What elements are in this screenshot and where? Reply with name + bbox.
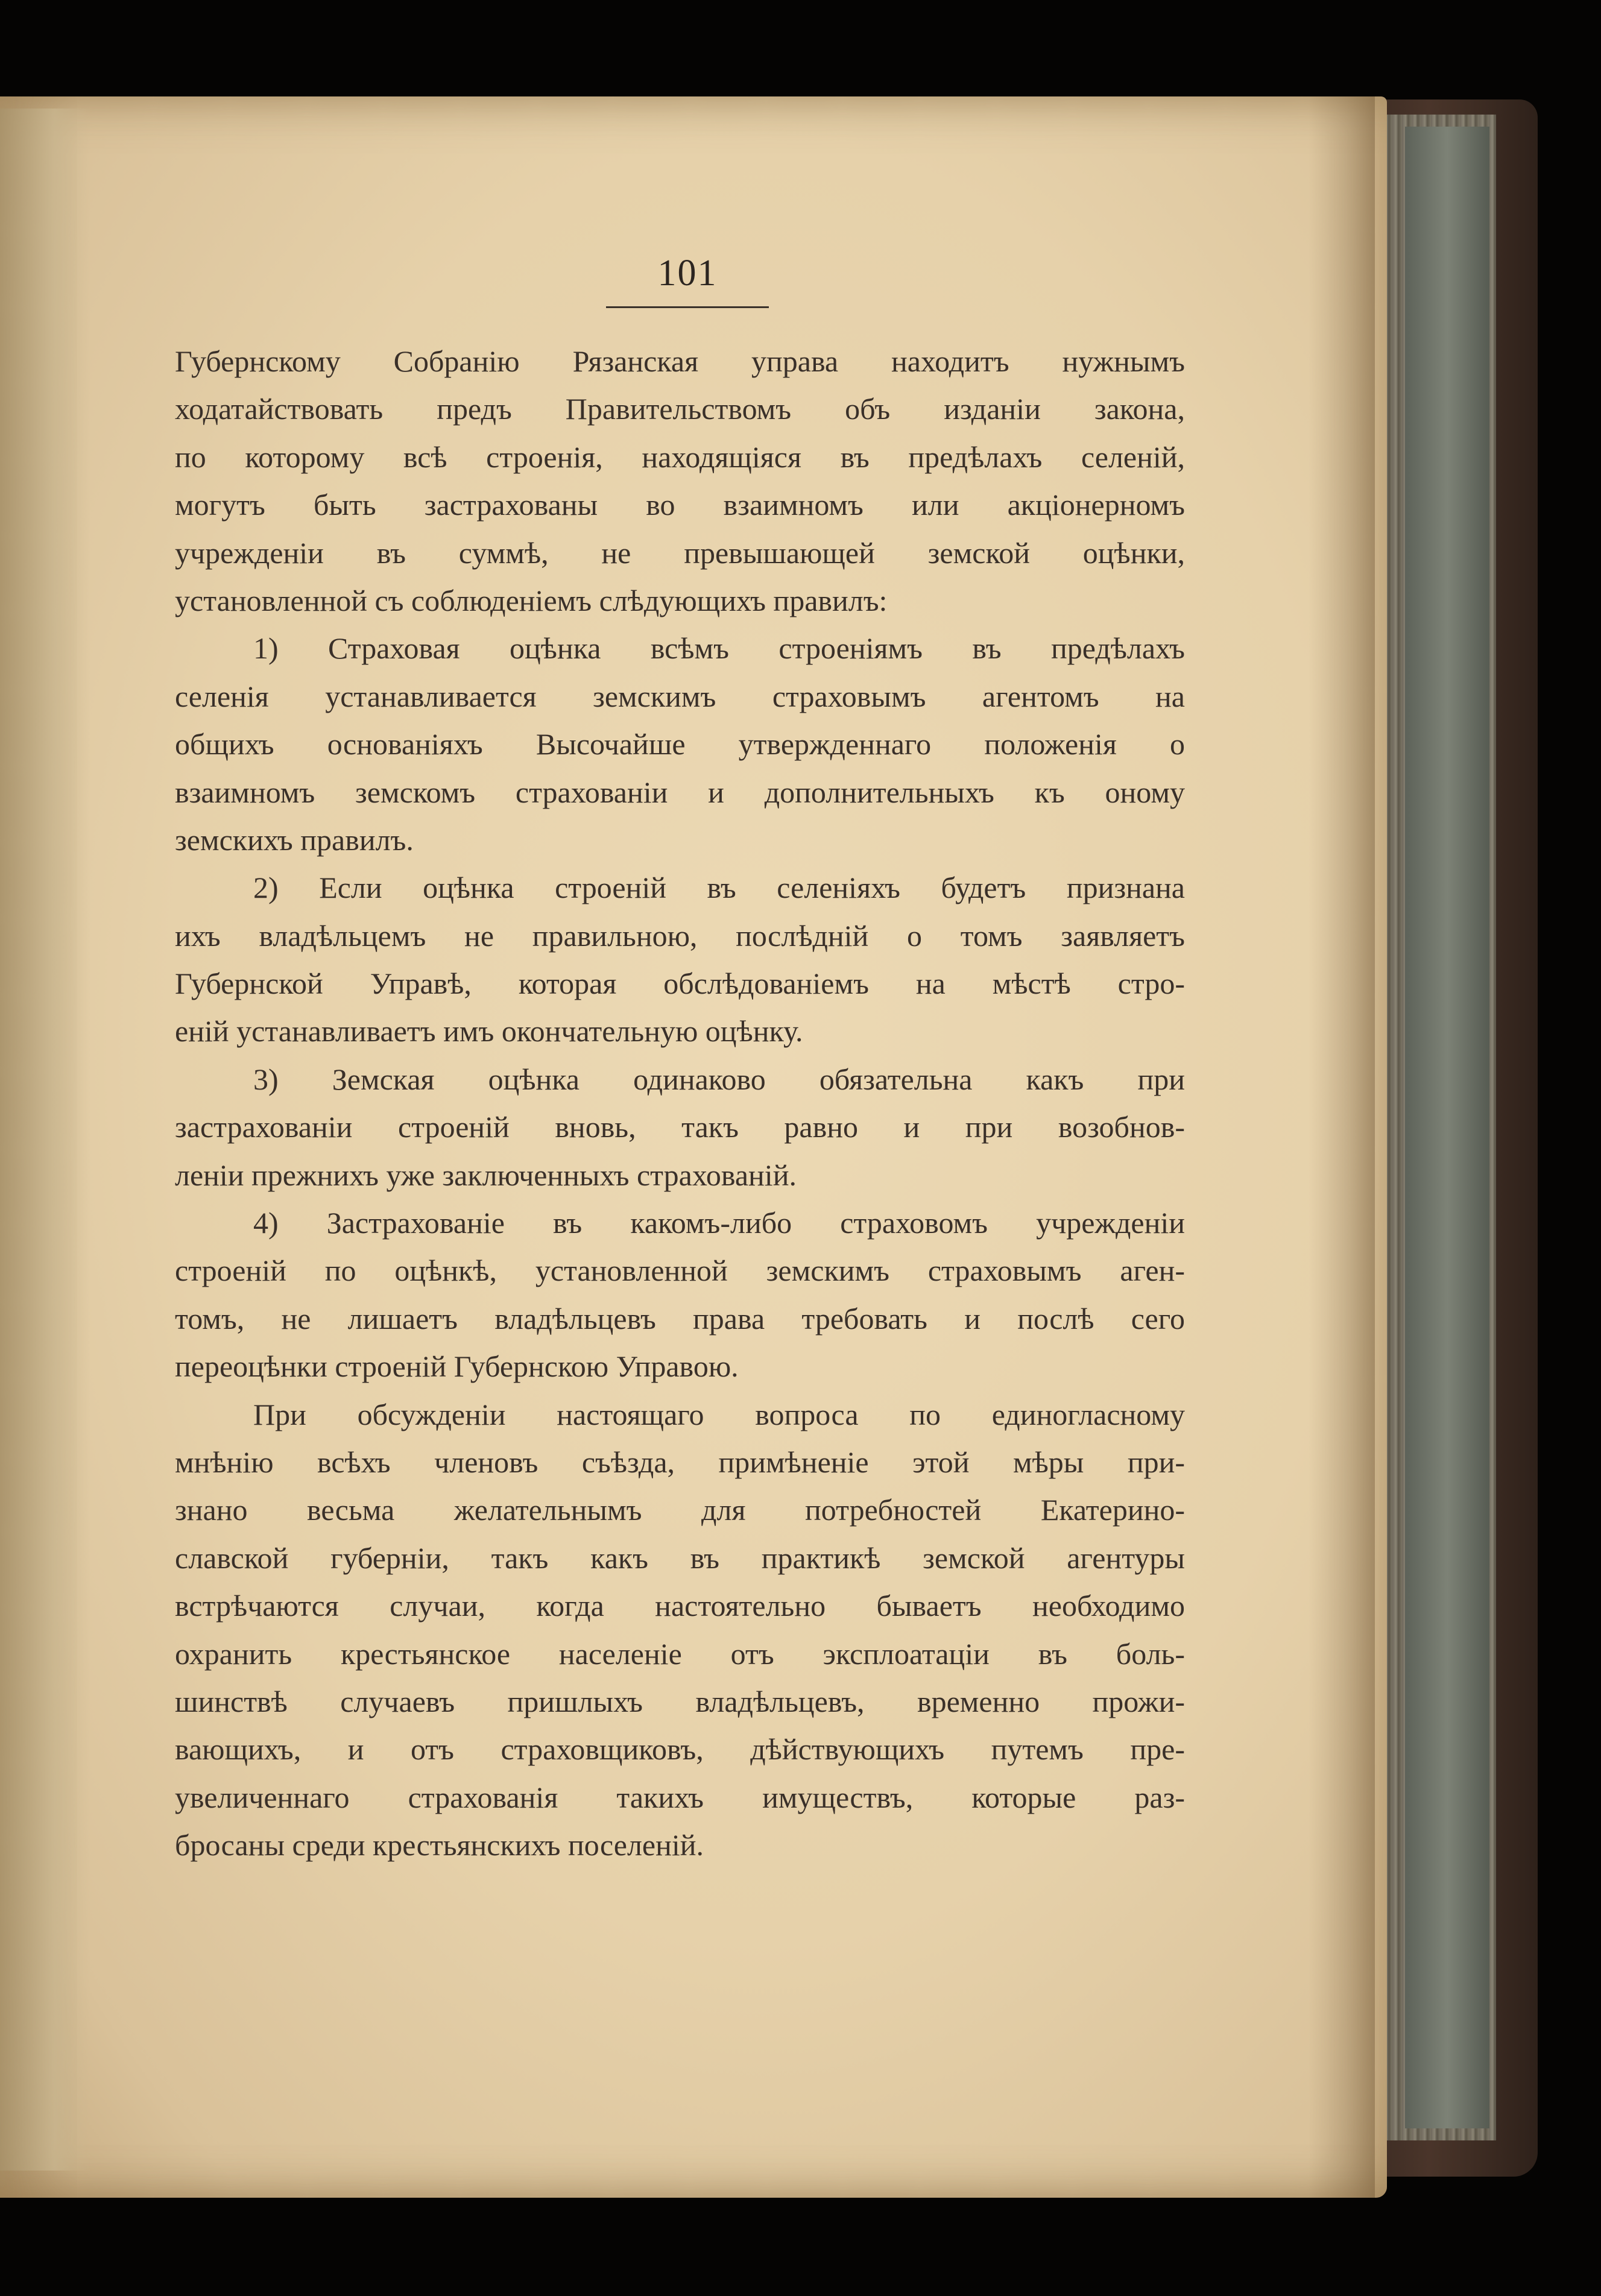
- text-line: славской губерніи, такъ какъ въ практикѣ земской агентуры: [175, 1541, 1185, 1575]
- text-line: селенія устанавливается земскимъ страховымъ агентомъ на: [175, 679, 1185, 713]
- text-line: земскихъ правилъ.: [175, 822, 414, 857]
- text-line: еній устанавливаетъ имъ окончательную оцѣнку.: [175, 1014, 803, 1049]
- text-line: учрежденіи въ суммѣ, не превышающей земской оцѣнки,: [175, 535, 1185, 570]
- page-left-edge-shading: [0, 109, 90, 2171]
- text-line: охранить крестьянское населеніе отъ эксплоатаціи въ боль-: [175, 1636, 1185, 1671]
- text-line: взаимномъ земскомъ страхованіи и дополнительныхъ къ оному: [175, 775, 1185, 809]
- text-line: встрѣчаются случаи, когда настоятельно бываетъ необходимо: [175, 1589, 1185, 1623]
- text-line: бросаны среди крестьянскихъ поселеній.: [175, 1828, 704, 1862]
- text-line: увеличеннаго страхованія такихъ имуществъ, которые раз-: [175, 1780, 1185, 1814]
- page-number: 101: [657, 253, 718, 294]
- text-line: 4) Застрахованіе въ какомъ-либо страховомъ учрежденіи: [253, 1206, 1185, 1240]
- text-line: 2) Если оцѣнка строеній въ селеніяхъ будетъ признана: [253, 871, 1185, 905]
- text-line: могутъ быть застрахованы во взаимномъ или акціонерномъ: [175, 488, 1185, 522]
- text-line: строеній по оцѣнкѣ, установленной земскимъ страховымъ аген-: [175, 1254, 1185, 1288]
- page-edges-inner: [1405, 127, 1489, 2128]
- text-line: 1) Страховая оцѣнка всѣмъ строеніямъ въ предѣлахъ: [253, 631, 1185, 666]
- text-line: Губернской Управѣ, которая обслѣдованіемъ на мѣстѣ стро-: [175, 967, 1185, 1001]
- text-line: застрахованіи строеній вновь, такъ равно и при возобнов-: [175, 1110, 1185, 1144]
- text-line: Губернскому Собранію Рязанская управа находитъ нужнымъ: [175, 344, 1185, 378]
- header-rule: [606, 306, 769, 308]
- text-line: переоцѣнки строеній Губернскою Управою.: [175, 1349, 739, 1384]
- text-line: леніи прежнихъ уже заключенныхъ страхованій.: [175, 1158, 797, 1192]
- text-line: вающихъ, и отъ страховщиковъ, дѣйствующихъ путемъ пре-: [175, 1732, 1185, 1767]
- text-line: ходатайствовать предъ Правительствомъ объ изданіи закона,: [175, 392, 1185, 426]
- gutter-shadow: [1309, 96, 1375, 2198]
- text-line: по которому всѣ строенія, находящіяся въ предѣлахъ селеній,: [175, 440, 1185, 474]
- body-text: [175, 338, 1185, 1870]
- text-line: томъ, не лишаетъ владѣльцевъ права требовать и послѣ сего: [175, 1301, 1185, 1336]
- text-line: шинствѣ случаевъ пришлыхъ владѣльцевъ, временно прожи-: [175, 1684, 1185, 1718]
- text-line: мнѣнію всѣхъ членовъ съѣзда, примѣненіе этой мѣры при-: [175, 1445, 1185, 1479]
- text-line: общихъ основаніяхъ Высочайше утвержденнаго положенія о: [175, 727, 1185, 762]
- text-line: 3) Земская оцѣнка одинаково обязательна какъ при: [253, 1062, 1185, 1096]
- text-line: знано весьма желательнымъ для потребностей Екатерино-: [175, 1493, 1185, 1527]
- text-line: установленной съ соблюденіемъ слѣдующихъ правилъ:: [175, 583, 888, 617]
- text-line: ихъ владѣльцемъ не правильною, послѣдній о томъ заявляетъ: [175, 918, 1185, 953]
- text-line: При обсужденіи настоящаго вопроса по единогласному: [253, 1397, 1185, 1431]
